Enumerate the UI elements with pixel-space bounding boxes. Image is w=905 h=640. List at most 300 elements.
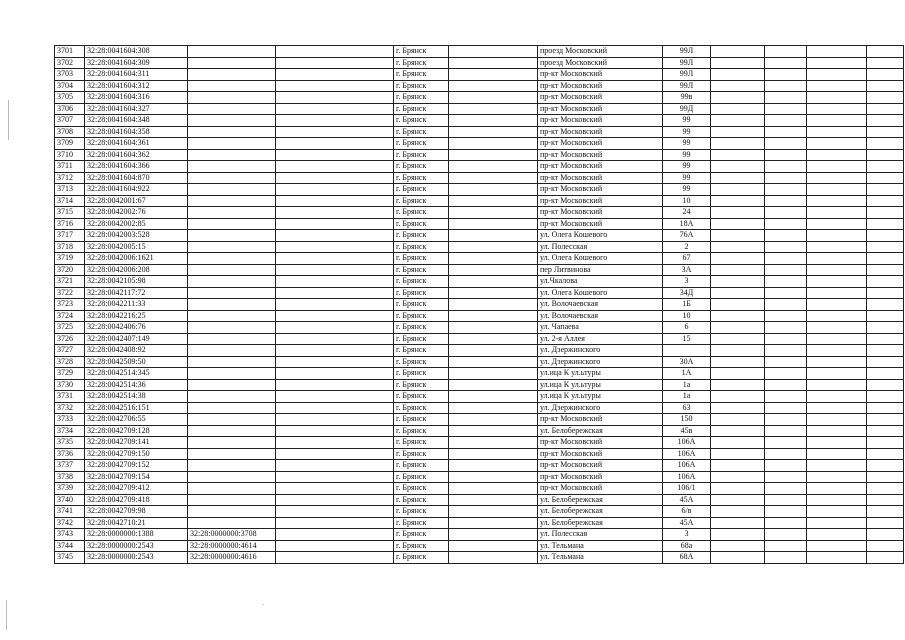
- table-row: [55, 471, 904, 483]
- table-cell: г. Брянск: [394, 218, 449, 230]
- table-cell: 10: [663, 310, 711, 322]
- empty-cell: [807, 540, 867, 552]
- empty-cell: [807, 172, 867, 184]
- table-cell: [449, 356, 538, 368]
- table-row: [55, 494, 904, 506]
- empty-cell: [711, 172, 765, 184]
- table-row: [55, 184, 904, 196]
- table-cell: 99: [663, 184, 711, 196]
- table-cell: 3727: [55, 345, 85, 357]
- table-cell: [188, 103, 276, 115]
- table-cell: г. Брянск: [394, 471, 449, 483]
- table-cell: 99: [663, 126, 711, 138]
- table-cell: [276, 57, 394, 69]
- table-cell: [449, 287, 538, 299]
- empty-cell: [765, 253, 807, 265]
- table-cell: 32:28:0041604:366: [85, 161, 188, 173]
- empty-cell: [765, 460, 807, 472]
- table-row: [55, 506, 904, 518]
- table-cell: 3742: [55, 517, 85, 529]
- table-row: [55, 149, 904, 161]
- empty-cell: [711, 287, 765, 299]
- empty-cell: [807, 184, 867, 196]
- table-cell: 3722: [55, 287, 85, 299]
- table-row: [55, 264, 904, 276]
- table-cell: [188, 115, 276, 127]
- table-cell: 99: [663, 149, 711, 161]
- table-cell: 1А: [663, 368, 711, 380]
- table-cell: [276, 310, 394, 322]
- table-cell: 45А: [663, 517, 711, 529]
- table-cell: 32:28:0041604:348: [85, 115, 188, 127]
- table-cell: 32:28:0042001:67: [85, 195, 188, 207]
- table-cell: г. Брянск: [394, 287, 449, 299]
- table-cell: 76А: [663, 230, 711, 242]
- table-cell: [188, 310, 276, 322]
- table-cell: [449, 103, 538, 115]
- table-row: [55, 310, 904, 322]
- table-cell: пр-кт Московский: [538, 460, 663, 472]
- table-cell: 32:28:0042117:72: [85, 287, 188, 299]
- scan-margin-mark: [8, 100, 9, 140]
- empty-cell: [807, 264, 867, 276]
- table-cell: 3730: [55, 379, 85, 391]
- empty-cell: [711, 46, 765, 58]
- table-cell: 32:28:0041604:870: [85, 172, 188, 184]
- table-cell: [449, 46, 538, 58]
- table-cell: 32:28:0042706:55: [85, 414, 188, 426]
- empty-cell: [807, 92, 867, 104]
- table-cell: 99в: [663, 92, 711, 104]
- table-cell: 32:28:0041604:308: [85, 46, 188, 58]
- table-cell: 68А: [663, 552, 711, 564]
- table-cell: ул. Белобережская: [538, 517, 663, 529]
- table-row: [55, 230, 904, 242]
- empty-cell: [711, 517, 765, 529]
- table-cell: г. Брянск: [394, 345, 449, 357]
- empty-cell: [867, 379, 904, 391]
- table-cell: [449, 207, 538, 219]
- empty-cell: [867, 138, 904, 150]
- table-cell: ул. Полесская: [538, 529, 663, 541]
- table-cell: 32:28:0042709:418: [85, 494, 188, 506]
- empty-cell: [765, 172, 807, 184]
- empty-cell: [807, 138, 867, 150]
- empty-cell: [765, 230, 807, 242]
- table-cell: пр-кт Московский: [538, 195, 663, 207]
- empty-cell: [765, 57, 807, 69]
- empty-cell: [765, 494, 807, 506]
- table-cell: 3715: [55, 207, 85, 219]
- empty-cell: [765, 138, 807, 150]
- table-cell: 99: [663, 115, 711, 127]
- table-cell: г. Брянск: [394, 299, 449, 311]
- empty-cell: [711, 345, 765, 357]
- table-cell: [188, 241, 276, 253]
- empty-cell: [807, 103, 867, 115]
- table-cell: ул.Чкалова: [538, 276, 663, 288]
- table-cell: [188, 230, 276, 242]
- table-cell: 3720: [55, 264, 85, 276]
- empty-cell: [807, 287, 867, 299]
- table-cell: 3735: [55, 437, 85, 449]
- table-row: [55, 333, 904, 345]
- table-cell: [188, 379, 276, 391]
- table-cell: пр-кт Московский: [538, 103, 663, 115]
- table-cell: [276, 103, 394, 115]
- table-cell: 32:28:0042709:154: [85, 471, 188, 483]
- table-cell: [449, 276, 538, 288]
- table-cell: г. Брянск: [394, 322, 449, 334]
- table-row: [55, 345, 904, 357]
- table-cell: [449, 391, 538, 403]
- table-cell: г. Брянск: [394, 264, 449, 276]
- empty-cell: [765, 218, 807, 230]
- empty-cell: [711, 529, 765, 541]
- empty-cell: [867, 126, 904, 138]
- table-cell: 3719: [55, 253, 85, 265]
- empty-cell: [807, 149, 867, 161]
- empty-cell: [867, 540, 904, 552]
- scan-dot: [262, 604, 264, 605]
- empty-cell: [807, 379, 867, 391]
- empty-cell: [765, 92, 807, 104]
- table-cell: [276, 494, 394, 506]
- empty-cell: [711, 253, 765, 265]
- table-cell: 32:28:0000000:1388: [85, 529, 188, 541]
- table-cell: 3: [663, 276, 711, 288]
- table-cell: 3713: [55, 184, 85, 196]
- table-cell: пр-кт Московский: [538, 80, 663, 92]
- empty-cell: [711, 483, 765, 495]
- empty-cell: [765, 356, 807, 368]
- empty-cell: [711, 207, 765, 219]
- table-cell: 3707: [55, 115, 85, 127]
- empty-cell: [807, 414, 867, 426]
- table-cell: г. Брянск: [394, 448, 449, 460]
- table-cell: 30А: [663, 356, 711, 368]
- table-cell: [188, 46, 276, 58]
- empty-cell: [867, 356, 904, 368]
- table-cell: 3706: [55, 103, 85, 115]
- empty-cell: [807, 333, 867, 345]
- table-cell: 32:28:0041604:362: [85, 149, 188, 161]
- table-cell: ул. Белобережская: [538, 506, 663, 518]
- empty-cell: [711, 195, 765, 207]
- table-cell: 3734: [55, 425, 85, 437]
- table-cell: [276, 218, 394, 230]
- table-cell: 3744: [55, 540, 85, 552]
- table-cell: [449, 414, 538, 426]
- empty-cell: [711, 552, 765, 564]
- table-cell: 99Д: [663, 103, 711, 115]
- empty-cell: [807, 126, 867, 138]
- table-cell: ул. Тельмана: [538, 540, 663, 552]
- empty-cell: [765, 506, 807, 518]
- table-cell: [188, 172, 276, 184]
- empty-cell: [765, 46, 807, 58]
- table-cell: [276, 506, 394, 518]
- empty-cell: [765, 414, 807, 426]
- table-cell: [276, 184, 394, 196]
- empty-cell: [807, 506, 867, 518]
- empty-cell: [711, 126, 765, 138]
- table-cell: г. Брянск: [394, 483, 449, 495]
- empty-cell: [711, 149, 765, 161]
- empty-cell: [765, 207, 807, 219]
- table-cell: 3704: [55, 80, 85, 92]
- table-cell: [449, 345, 538, 357]
- empty-cell: [711, 80, 765, 92]
- table-row: [55, 460, 904, 472]
- table-cell: ул. Белобережская: [538, 494, 663, 506]
- table-cell: 32:28:0042509:50: [85, 356, 188, 368]
- empty-cell: [867, 402, 904, 414]
- table-cell: [188, 402, 276, 414]
- table-cell: [449, 138, 538, 150]
- table-cell: г. Брянск: [394, 69, 449, 81]
- table-cell: г. Брянск: [394, 437, 449, 449]
- table-cell: [449, 540, 538, 552]
- table-cell: ул. Олега Кошевого: [538, 230, 663, 242]
- empty-cell: [807, 80, 867, 92]
- table-cell: [449, 161, 538, 173]
- empty-cell: [711, 414, 765, 426]
- empty-cell: [765, 126, 807, 138]
- table-cell: 3732: [55, 402, 85, 414]
- table-cell: 32:28:0041604:327: [85, 103, 188, 115]
- empty-cell: [867, 391, 904, 403]
- table-cell: 6/в: [663, 506, 711, 518]
- table-cell: [276, 69, 394, 81]
- table-cell: 99: [663, 161, 711, 173]
- table-cell: 32:28:0042709:150: [85, 448, 188, 460]
- empty-cell: [765, 379, 807, 391]
- table-cell: [276, 161, 394, 173]
- empty-cell: [765, 322, 807, 334]
- table-cell: 3733: [55, 414, 85, 426]
- table-cell: 32:28:0042709:412: [85, 483, 188, 495]
- table-cell: [449, 172, 538, 184]
- empty-cell: [867, 345, 904, 357]
- table-cell: 32:28:0042514:38: [85, 391, 188, 403]
- table-cell: г. Брянск: [394, 333, 449, 345]
- table-cell: 3725: [55, 322, 85, 334]
- table-cell: г. Брянск: [394, 138, 449, 150]
- empty-cell: [867, 299, 904, 311]
- table-cell: 3711: [55, 161, 85, 173]
- table-cell: г. Брянск: [394, 529, 449, 541]
- empty-cell: [807, 46, 867, 58]
- table-row: [55, 126, 904, 138]
- table-cell: ул. Олега Кошевого: [538, 253, 663, 265]
- empty-cell: [867, 368, 904, 380]
- table-cell: [276, 368, 394, 380]
- empty-cell: [765, 471, 807, 483]
- table-cell: ул.ица К ул.ьтуры: [538, 368, 663, 380]
- table-cell: [188, 299, 276, 311]
- table-cell: [449, 483, 538, 495]
- table-cell: 32:28:0041604:311: [85, 69, 188, 81]
- table-cell: ул. Дзержинского: [538, 402, 663, 414]
- empty-cell: [867, 115, 904, 127]
- empty-cell: [807, 437, 867, 449]
- empty-cell: [711, 379, 765, 391]
- table-row: [55, 540, 904, 552]
- table-cell: 32:28:0042710:21: [85, 517, 188, 529]
- empty-cell: [867, 333, 904, 345]
- table-cell: 32:28:0042408:92: [85, 345, 188, 357]
- table-cell: [188, 517, 276, 529]
- empty-cell: [711, 425, 765, 437]
- empty-cell: [807, 195, 867, 207]
- table-row: [55, 391, 904, 403]
- empty-cell: [711, 161, 765, 173]
- empty-cell: [867, 437, 904, 449]
- table-cell: 68а: [663, 540, 711, 552]
- table-cell: г. Брянск: [394, 149, 449, 161]
- empty-cell: [765, 345, 807, 357]
- empty-cell: [765, 402, 807, 414]
- table-cell: 32:28:0041604:922: [85, 184, 188, 196]
- table-cell: 3721: [55, 276, 85, 288]
- empty-cell: [711, 310, 765, 322]
- empty-cell: [867, 414, 904, 426]
- table-cell: пр-кт Московский: [538, 69, 663, 81]
- table-cell: 24: [663, 207, 711, 219]
- empty-cell: [711, 402, 765, 414]
- scan-margin-mark: [6, 600, 7, 630]
- table-cell: 150: [663, 414, 711, 426]
- table-row: [55, 437, 904, 449]
- table-cell: [188, 483, 276, 495]
- table-row: [55, 80, 904, 92]
- table-cell: 99Л: [663, 80, 711, 92]
- empty-cell: [867, 103, 904, 115]
- table-cell: пр-кт Московский: [538, 161, 663, 173]
- table-cell: пер Литвинова: [538, 264, 663, 276]
- table-cell: 32:28:0000000:2543: [85, 540, 188, 552]
- table-cell: [449, 184, 538, 196]
- table-cell: 32:28:0042006:1621: [85, 253, 188, 265]
- table-cell: [276, 483, 394, 495]
- table-cell: [276, 437, 394, 449]
- table-row: [55, 425, 904, 437]
- table-cell: 3738: [55, 471, 85, 483]
- empty-cell: [765, 483, 807, 495]
- table-cell: 32:28:0042216:25: [85, 310, 188, 322]
- table-cell: [449, 126, 538, 138]
- empty-cell: [711, 276, 765, 288]
- table-cell: 32:28:0042709:141: [85, 437, 188, 449]
- table-cell: 99Л: [663, 69, 711, 81]
- table-cell: 45в: [663, 425, 711, 437]
- table-cell: [188, 161, 276, 173]
- empty-cell: [765, 333, 807, 345]
- table-cell: [449, 57, 538, 69]
- table-cell: [188, 92, 276, 104]
- table-cell: [188, 448, 276, 460]
- empty-cell: [765, 529, 807, 541]
- table-cell: [449, 299, 538, 311]
- table-cell: г. Брянск: [394, 57, 449, 69]
- table-cell: ул. Тельмана: [538, 552, 663, 564]
- table-cell: [276, 460, 394, 472]
- empty-cell: [711, 540, 765, 552]
- empty-cell: [867, 184, 904, 196]
- table-cell: г. Брянск: [394, 552, 449, 564]
- table-cell: [276, 253, 394, 265]
- table-cell: [188, 264, 276, 276]
- empty-cell: [711, 437, 765, 449]
- table-cell: [188, 195, 276, 207]
- table-cell: 3701: [55, 46, 85, 58]
- table-cell: 3702: [55, 57, 85, 69]
- table-row: [55, 103, 904, 115]
- empty-cell: [867, 322, 904, 334]
- table-cell: г. Брянск: [394, 161, 449, 173]
- table-cell: [276, 414, 394, 426]
- empty-cell: [765, 437, 807, 449]
- table-cell: 106А: [663, 437, 711, 449]
- table-cell: пр-кт Московский: [538, 184, 663, 196]
- table-cell: [276, 46, 394, 58]
- empty-cell: [807, 207, 867, 219]
- table-cell: [449, 494, 538, 506]
- table-cell: [188, 322, 276, 334]
- table-cell: [188, 345, 276, 357]
- table-cell: [188, 356, 276, 368]
- empty-cell: [807, 471, 867, 483]
- table-cell: пр-кт Московский: [538, 448, 663, 460]
- empty-cell: [765, 115, 807, 127]
- table-cell: 63: [663, 402, 711, 414]
- table-cell: 32:28:0042211:33: [85, 299, 188, 311]
- table-cell: г. Брянск: [394, 253, 449, 265]
- table-cell: г. Брянск: [394, 207, 449, 219]
- table-cell: 3716: [55, 218, 85, 230]
- table-cell: 1Б: [663, 299, 711, 311]
- table-cell: ул. Дзержинского: [538, 356, 663, 368]
- empty-cell: [711, 57, 765, 69]
- table-cell: [276, 287, 394, 299]
- table-cell: 32:28:0042516:151: [85, 402, 188, 414]
- table-row: [55, 241, 904, 253]
- table-cell: [449, 402, 538, 414]
- table-cell: г. Брянск: [394, 276, 449, 288]
- table-cell: 3А: [663, 264, 711, 276]
- empty-cell: [711, 299, 765, 311]
- table-cell: [188, 149, 276, 161]
- table-cell: пр-кт Московский: [538, 414, 663, 426]
- table-cell: 32:28:0042006:208: [85, 264, 188, 276]
- table-cell: 32:28:0042105:98: [85, 276, 188, 288]
- empty-cell: [867, 69, 904, 81]
- empty-cell: [765, 287, 807, 299]
- table-cell: 32:28:0041604:358: [85, 126, 188, 138]
- table-cell: [276, 529, 394, 541]
- table-cell: 32:28:0042002:85: [85, 218, 188, 230]
- table-cell: [276, 80, 394, 92]
- table-cell: г. Брянск: [394, 402, 449, 414]
- empty-cell: [867, 552, 904, 564]
- table-cell: г. Брянск: [394, 391, 449, 403]
- empty-cell: [807, 218, 867, 230]
- table-cell: 3736: [55, 448, 85, 460]
- table-cell: 32:28:0042005:15: [85, 241, 188, 253]
- cadastral-table: [54, 45, 904, 564]
- empty-cell: [711, 322, 765, 334]
